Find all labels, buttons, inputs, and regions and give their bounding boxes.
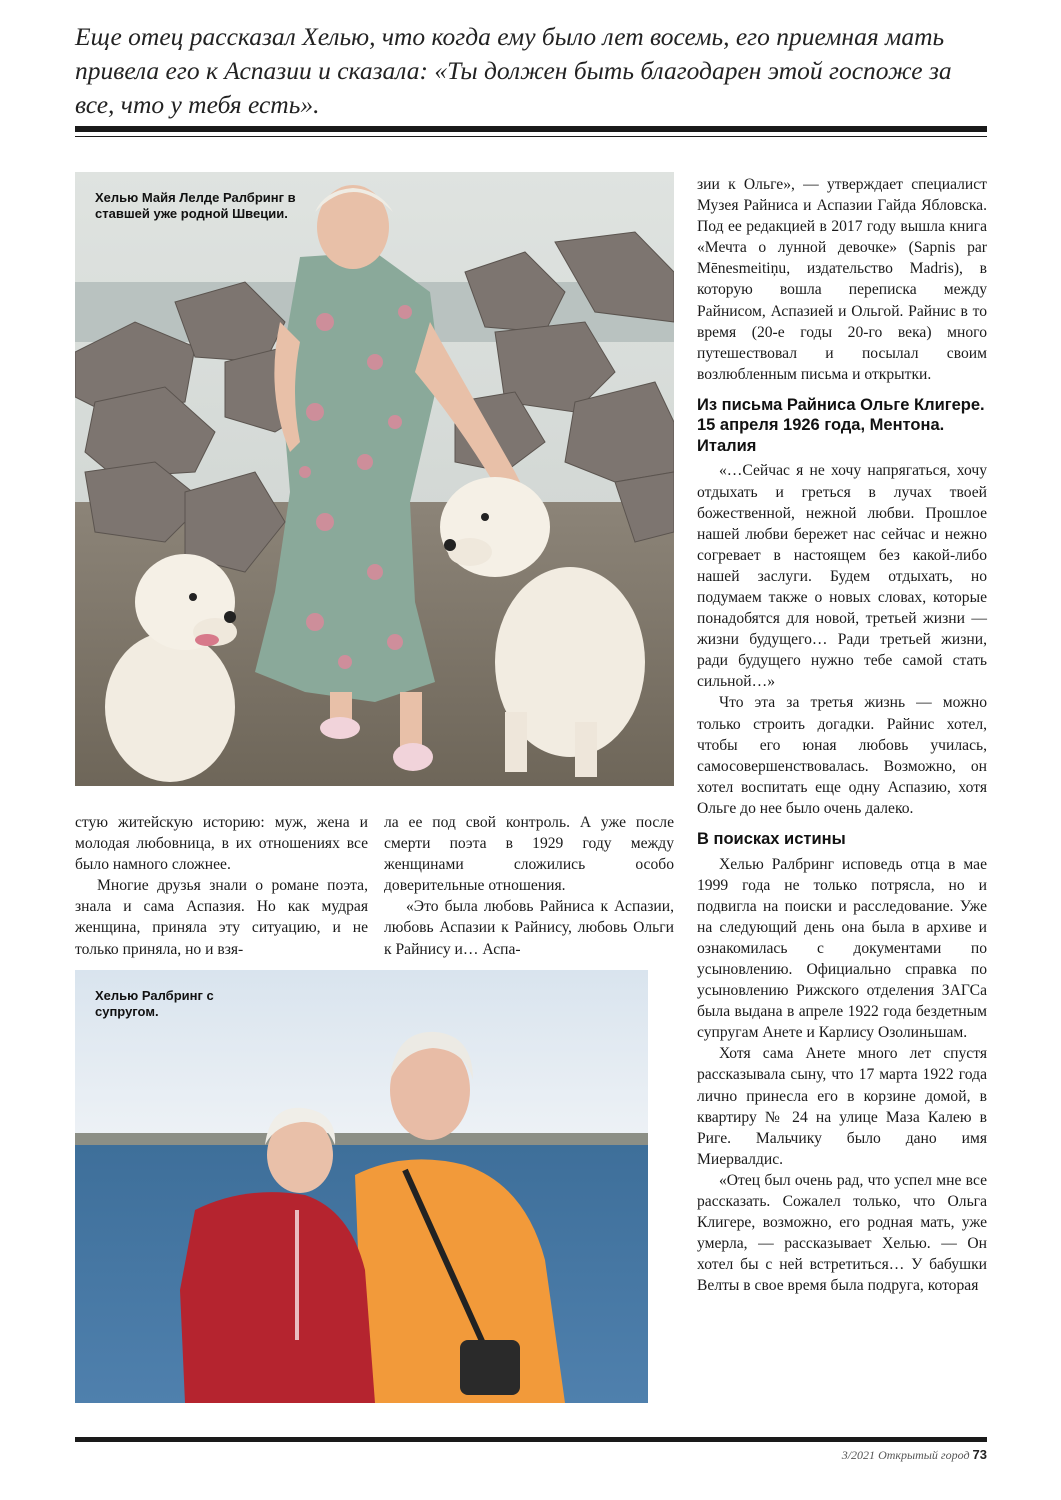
lead-text: Еще отец рассказал Хелью, что когда ему было лет восемь, его приемная мать привела его к Аспазии и сказала: «Ты должен быть благодарен этой госпоже за все, что у тебя есть». <box>75 22 952 119</box>
bottom-rule <box>75 1437 987 1442</box>
section-heading-search: В поисках истины <box>697 830 846 849</box>
photo2-caption: Хелью Ралбринг с супругом. <box>95 988 214 1019</box>
top-rule <box>75 126 987 132</box>
left-paragraph-1: стую житейскую историю: муж, жена и молодая любовница, в их отношениях все было намного сложнее. <box>75 814 368 874</box>
top-rule-thin <box>75 136 987 137</box>
photo1-caption: Хелью Майя Лелде Ралбринг в ставшей уже родной Швеции. <box>95 190 296 221</box>
right-paragraph-6: «Отец был очень рад, что успел мне все рассказать. Сожалел только, что Ольга Клигере, возможно, его родная мать, уже умерла, — рассказывает Хелью. — Он хотел бы с ней встретиться… У бабушки Велты в свое время была подруга, которая <box>697 1171 987 1295</box>
middle-column <box>384 812 674 960</box>
page-number: 73 <box>972 1447 987 1462</box>
middle-paragraph-2: «Это была любовь Райниса к Аспазии, любовь Аспазии к Райнису, любовь Ольги к Райнису и… Аспа- <box>384 898 674 958</box>
right-paragraph-5: Хотя сама Анете много лет спустя рассказывала сыну, что 17 марта 1922 года лично принесла его в корзине домой, в квартиру № 24 на улице Маза Калею в Риге. Мальчику было дано имя Миервалдис. <box>697 1045 987 1168</box>
lead-quote <box>75 20 995 122</box>
left-column <box>75 812 368 960</box>
photo-woman-with-dogs-image <box>75 172 674 786</box>
right-paragraph-4: Хелью Ралбринг исповедь отца в мае 1999 года не только потрясла, но и подвигла на поиски и расследование. Уже на следующий день она была в архиве и ознакомилась с документами по усыновлению. Официально справка по усыновлению Рижского отделения ЗАГСа была выдана в апреле 1922 года бездетным супругам Анете и Карлису Озолиньшам. <box>697 855 987 1042</box>
right-paragraph-1: зии к Ольге», — утверждает специалист Музея Райниса и Аспазии Гайда Ябловска. Под ее редакцией в 2017 году вышла книга «Мечта о лунной девочке» (Sapnis par Mēnesmeitiņu, издательство Madris), в которую вошла переписка между Райнисом, Аспазией и Ольгой. Райнис в то время (20-е годы 20-го века) много путешествовал и посылал своим возлюбленным письма и открытки. <box>697 176 987 383</box>
magazine-name: Открытый город <box>878 1448 970 1462</box>
left-paragraph-2: Многие друзья знали о романе поэта, знала и сама Аспазия. Но как мудрая женщина, приняла эту ситуацию, и не только приняла, но и взя- <box>75 877 368 958</box>
photo-woman-with-dogs <box>75 172 674 786</box>
photo-couple-by-sea-image <box>75 970 648 1403</box>
letter-heading: Из письма Райниса Ольге Клигере. 15 апреля 1926 года, Ментона. Италия <box>697 395 985 455</box>
issue-number: 3/2021 <box>841 1448 876 1462</box>
right-paragraph-3: Что эта за третья жизнь — можно только строить догадки. Райнис хотел, чтобы его юная любовь училась, самосовершенствовалась. Возможно, он хотел воспитать еще одну Аспазию, хотя Ольге до нее было очень далеко. <box>697 694 987 817</box>
middle-paragraph-1: ла ее под свой контроль. А уже после смерти поэта в 1929 году между женщинами сложились особо доверительные отношения. <box>384 814 674 895</box>
page-footer <box>842 1447 987 1463</box>
letter-quote: «…Сейчас я не хочу напрягаться, хочу отдыхать и греться в лучах твоей божественной, нежной любви. Прошлое нашей любви бережет нас сейчас и нежно согревает в настоящем без какой-либо нашей заслуги. Будем отдыхать, но подумаем также о новых словах, которые понадобятся для новой, третьей жизни — жизни будущего… Ради третьей жизни, ради будущего нужно тебе самой стать сильной…» <box>697 462 987 691</box>
photo-couple-by-sea <box>75 970 648 1403</box>
right-column <box>697 174 987 1297</box>
